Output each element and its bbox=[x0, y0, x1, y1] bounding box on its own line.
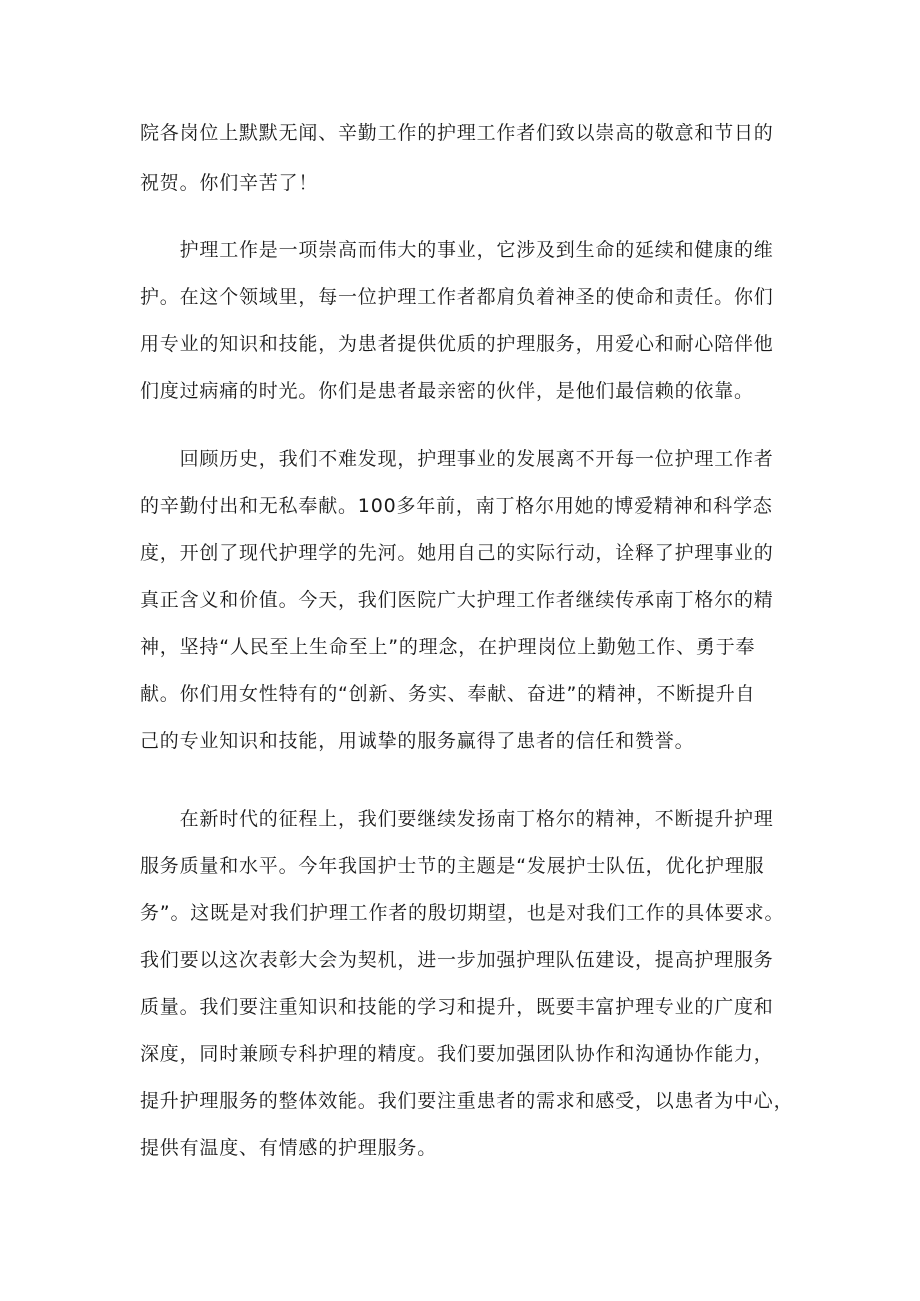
paragraph-2-line-1: 护理工作是一项崇高而伟大的事业，它涉及到生命的延续和健康的维 bbox=[140, 239, 774, 261]
paragraph-3-line-1: 回顾历史，我们不难发现，护理事业的发展离不开每一位护理工作者 bbox=[140, 448, 774, 470]
paragraph-4-line-6: 深度，同时兼顾专科护理的精度。我们要加强团队协作和沟通协作能力， bbox=[140, 1043, 774, 1065]
paragraph-4-line-2: 服务质量和水平。今年我国护士节的主题是“发展护士队伍，优化护理服 bbox=[140, 855, 765, 877]
paragraph-4-line-3: 务”。这既是对我们护理工作者的殷切期望，也是对我们工作的具体要求。 bbox=[140, 902, 785, 924]
paragraph-3-line-3: 度，开创了现代护理学的先河。她用自己的实际行动，诠释了护理事业的 bbox=[140, 542, 774, 564]
paragraph-3-line-4: 真正含义和价值。今天，我们医院广大护理工作者继续传承南丁格尔的精 bbox=[140, 589, 774, 611]
paragraph-4-line-8: 提供有温度、有情感的护理服务。 bbox=[140, 1137, 438, 1159]
paragraph-4-line-4: 我们要以这次表彰大会为契机，进一步加强护理队伍建设，提高护理服务 bbox=[140, 949, 774, 971]
paragraph-4-line-1: 在新时代的征程上，我们要继续发扬南丁格尔的精神，不断提升护理 bbox=[140, 808, 774, 830]
paragraph-3-line-6: 献。你们用女性特有的“创新、务实、奉献、奋进”的精神，不断提升自 bbox=[140, 683, 756, 705]
paragraph-4-line-5: 质量。我们要注重知识和技能的学习和提升，既要丰富护理专业的广度和 bbox=[140, 996, 774, 1018]
paragraph-2-line-3: 用专业的知识和技能，为患者提供优质的护理服务，用爱心和耐心陪伴他 bbox=[140, 333, 774, 355]
paragraph-4-line-7: 提升护理服务的整体效能。我们要注重患者的需求和感受，以患者为中心， bbox=[140, 1090, 794, 1112]
paragraph-3-line-5: 神，坚持“人民至上生命至上”的理念，在护理岗位上勤勉工作、勇于奉 bbox=[140, 636, 756, 658]
paragraph-1-line-2: 祝贺。你们辛苦了！ bbox=[140, 172, 319, 194]
paragraph-2-line-2: 护。在这个领域里，每一位护理工作者都肩负着神圣的使命和责任。你们 bbox=[140, 286, 774, 308]
paragraph-3-line-2: 的辛勤付出和无私奉献。100多年前，南丁格尔用她的博爱精神和科学态 bbox=[140, 495, 773, 517]
paragraph-3-line-7: 己的专业知识和技能，用诚挚的服务赢得了患者的信任和赞誉。 bbox=[140, 730, 695, 752]
paragraph-1-line-1: 院各岗位上默默无闻、辛勤工作的护理工作者们致以崇高的敬意和节日的 bbox=[140, 122, 774, 144]
paragraph-2-line-4: 们度过病痛的时光。你们是患者最亲密的伙伴，是他们最信赖的依靠。 bbox=[140, 380, 754, 402]
